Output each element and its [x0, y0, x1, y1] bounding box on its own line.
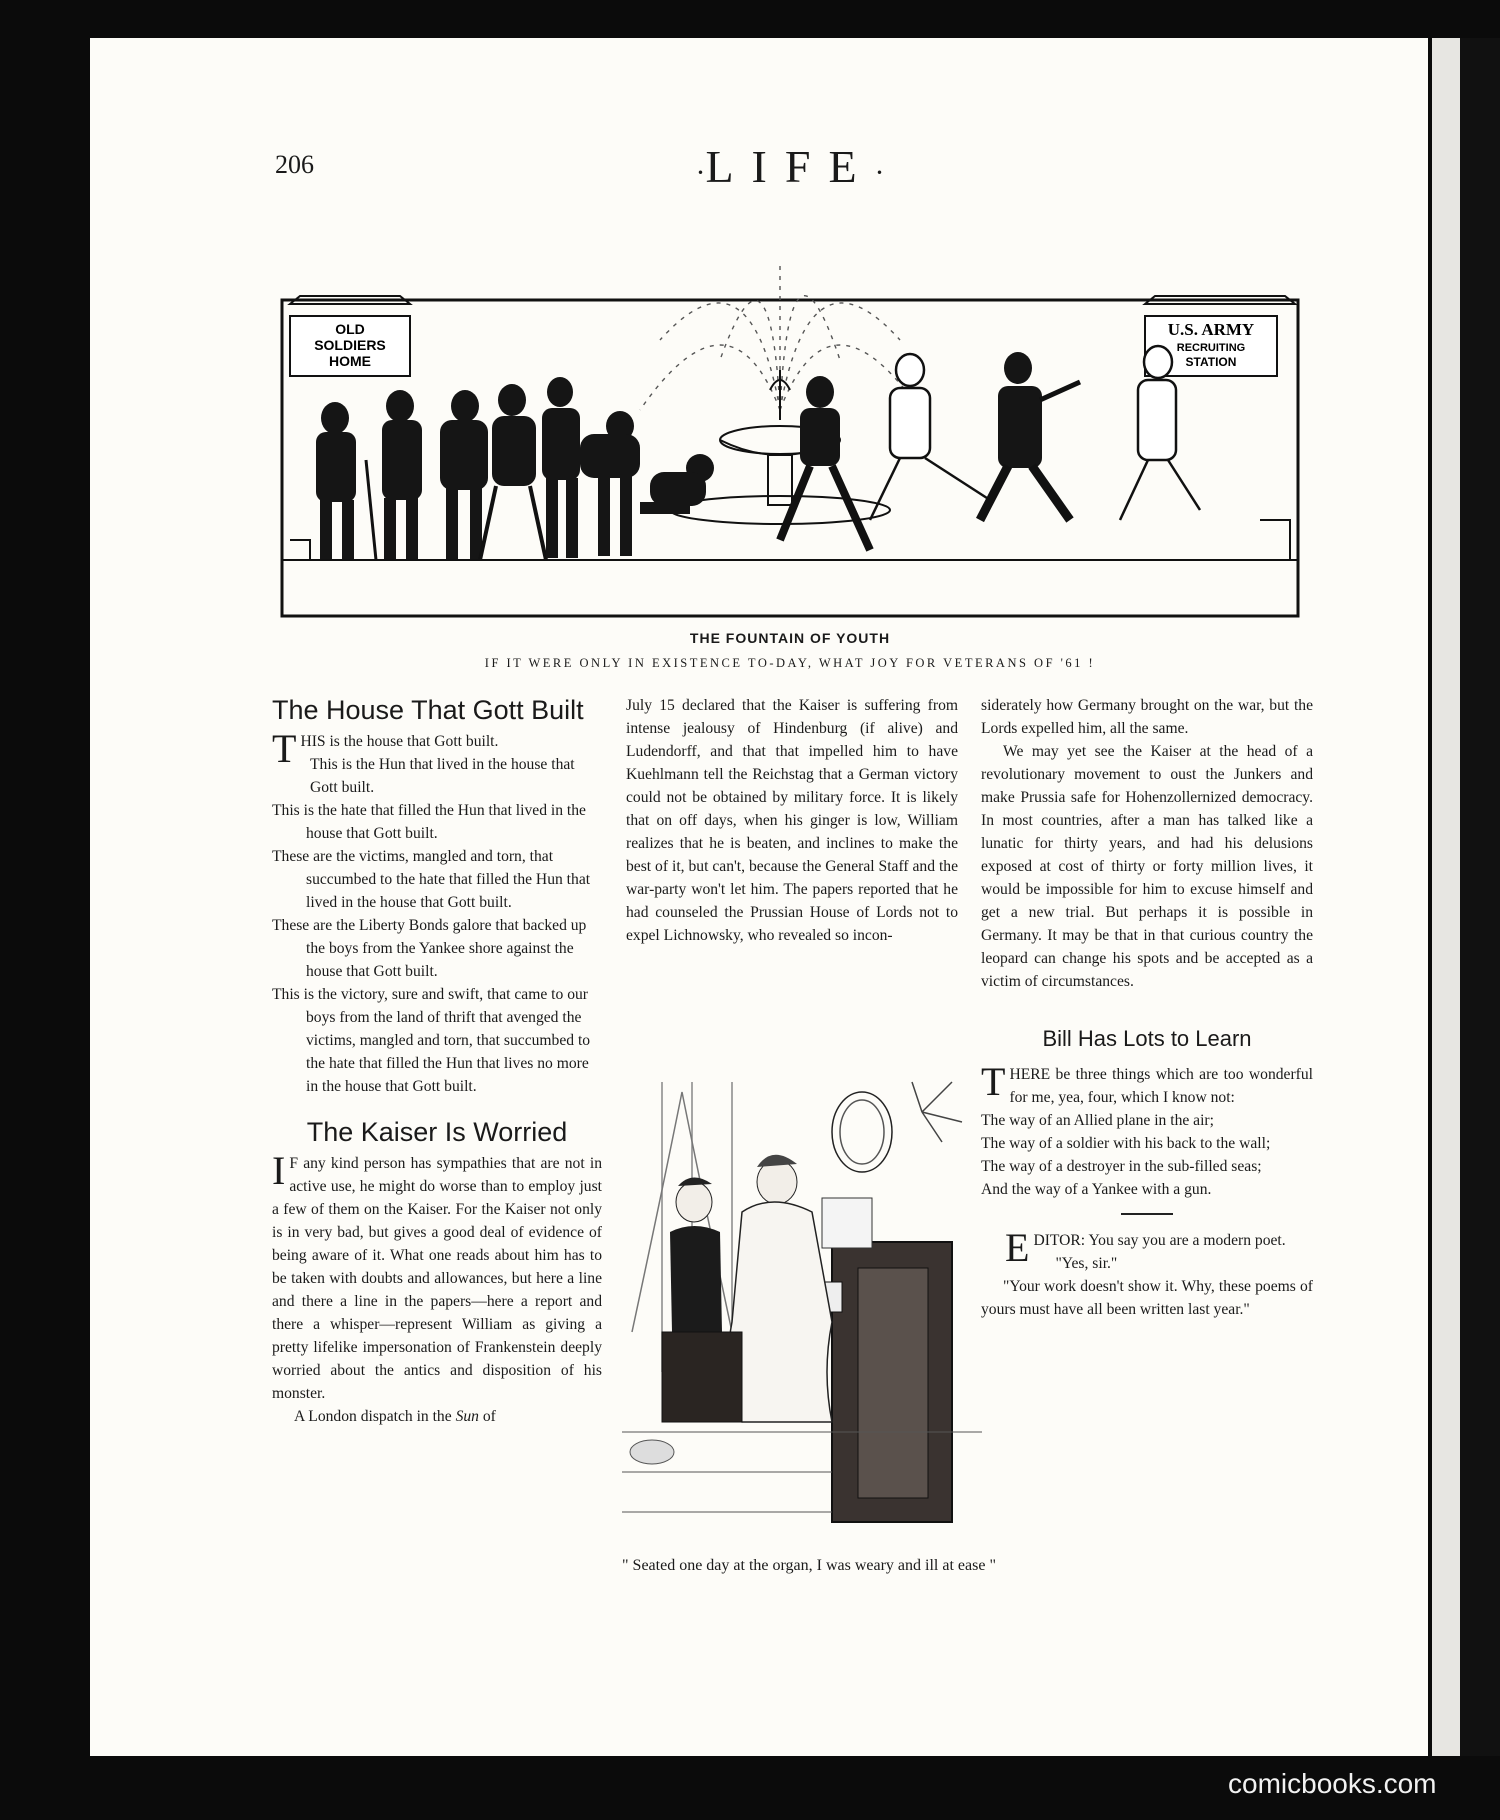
- bill-line: And the way of a Yankee with a gun.: [981, 1181, 1212, 1198]
- page-spine: [1432, 38, 1460, 1756]
- kaiser-column-3-paragraph-2: We may yet see the Kaiser at the head of a revolutionary movement to oust the Junkers and make Prussia safe for Hohenzollernized democracy. In most countries, after a man has talked like a lunatic for thirty years, and had his delusions exposed at cost of thirty or forty million lives, it would be impossible for him to excuse himself and get a new trial. But perhaps it is possible in Germany. It may be that in that curious country the leopard can change his spots and be accepted as a victim of circumstances.: [981, 743, 1313, 990]
- column-3: [981, 694, 1313, 1321]
- sheet-music: [822, 1198, 872, 1248]
- organ-illustration-caption: " Seated one day at the organ, I was weary and ill at ease ": [622, 1557, 996, 1574]
- kaiser-paragraph-1: F any kind person has sympathies that are not in active use, he might do worse than to employ just a few of them on the Kaiser. For the Kaiser not only is in very bad, but gives a good deal of evidence of being aware of it. What one reads about him has to be taken with doubts and allowances, but here a line and there a line in the papers—here a report and there a whisper—represent William as giving a pretty lifelike impersonation of Frankenstein deeply worried about the antics and disposition of his monster.: [272, 1155, 602, 1402]
- watermark: comicbooks.com: [1228, 1768, 1437, 1799]
- old-veteran-3: [440, 390, 488, 560]
- old-soldiers-home-sign: [290, 296, 410, 376]
- sign-left-line-3: HOME: [329, 353, 371, 369]
- old-veteran-4: [480, 384, 546, 560]
- young-man-1: [980, 352, 1080, 520]
- drop-cap: I: [272, 1148, 286, 1193]
- old-veteran-1: [316, 402, 376, 560]
- column-2: [626, 694, 958, 947]
- bill-line: The way of an Allied plane in the air;: [981, 1112, 1214, 1129]
- sign-left-line-1: OLD: [335, 321, 365, 337]
- cartoon-caption-subtitle: IF IT WERE ONLY IN EXISTENCE TO-DAY, WHAT JOY FOR VETERANS OF '61 !: [484, 656, 1096, 670]
- sign-right-line-2: RECRUITING: [1176, 342, 1246, 354]
- section-divider: [1121, 1213, 1173, 1215]
- masthead-title: LIFE: [705, 141, 875, 192]
- newspaper-name: Sun: [455, 1408, 479, 1425]
- kaiser-column-3-paragraph-1: siderately how Germany brought on the war, but the Lords expelled him, all the same.: [981, 697, 1313, 737]
- lady-at-organ: [729, 1155, 832, 1422]
- page-gutter: [1460, 38, 1500, 1756]
- sign-right-line-3: STATION: [1185, 355, 1237, 369]
- bill-intro: HERE be three things which are too wonderful for me, yea, four, which I know not:: [1009, 1066, 1313, 1106]
- kaiser-is-worried-title: The Kaiser Is Worried: [306, 1117, 568, 1147]
- sign-left-line-2: SOLDIERS: [314, 337, 386, 353]
- old-veteran-2: [382, 390, 422, 560]
- organ-illustration: [622, 1072, 982, 1552]
- masthead: ·LIFE·: [695, 141, 885, 192]
- house-stanza: These are the Liberty Bonds galore that backed up the boys from the Yankee shore against the house that Gott built.: [272, 917, 587, 980]
- bill-line: The way of a soldier with his back to the wall;: [981, 1135, 1271, 1152]
- kaiser-paragraph-2-start: A London dispatch in the: [294, 1408, 456, 1425]
- sign-right-line-1: U.S. ARMY: [1167, 320, 1255, 339]
- house-stanza: This is the victory, sure and swift, that came to our boys from the land of thrift that avenged the victims, mangled and torn, that succumbed to the hate that filled the Hun that lives no more in the house that Gott built.: [272, 986, 591, 1095]
- old-veteran-6: [580, 411, 640, 556]
- editor-line-1: DITOR: You say you are a modern poet.: [1033, 1232, 1286, 1249]
- man-on-bench: [662, 1177, 742, 1422]
- column-1: [272, 694, 602, 1428]
- fountain: [670, 370, 890, 524]
- drinking-veteran: [640, 454, 714, 514]
- rejuvenated-man-2: [870, 354, 990, 520]
- editor-line-3: "Your work doesn't show it. Why, these poems of yours must have all been written last year.": [981, 1278, 1313, 1318]
- editor-line-2: "Yes, sir.": [1055, 1255, 1118, 1272]
- old-veteran-5: [542, 377, 580, 558]
- house-stanza: This is the hate that filled the Hun that lived in the house that Gott built.: [272, 802, 586, 842]
- cartoon-caption-title: THE FOUNTAIN OF YOUTH: [689, 630, 891, 646]
- bill-has-lots-to-learn-title: Bill Has Lots to Learn: [1042, 1026, 1252, 1051]
- house-stanza: These are the victims, mangled and torn, that succumbed to the hate that filled the Hun that lived in the house that Gott built.: [272, 848, 591, 911]
- house-stanza: This is the Hun that lived in the house that Gott built.: [310, 756, 575, 796]
- page-number: 206: [275, 150, 314, 179]
- bill-line: The way of a destroyer in the sub-filled seas;: [981, 1158, 1262, 1175]
- kaiser-paragraph-2-end: of: [478, 1408, 496, 1425]
- house-first-line: HIS is the house that Gott built.: [300, 733, 499, 750]
- drop-cap: E: [1005, 1225, 1030, 1270]
- kaiser-continued-text: July 15 declared that the Kaiser is suffering from intense jealousy of Hindenburg (if alive) and Ludendorff, and that that impelled him to have Kuehlmann tell the Reichstag that a German victory could not be obtained by military force. It is likely that on off days, when his ginger is low, William realizes that he is beaten, and inclines to make the best of it, but can't, because the General Staff and the war-party won't let him. The papers reported that he had counseled the Prussian House of Lords not to expel Lichnowsky, who revealed so incon-: [626, 697, 958, 944]
- drop-cap: T: [981, 1059, 1006, 1104]
- drop-cap: T: [272, 726, 297, 771]
- house-that-gott-built-title: The House That Gott Built: [272, 695, 584, 725]
- fountain-of-youth-cartoon: [280, 220, 1300, 618]
